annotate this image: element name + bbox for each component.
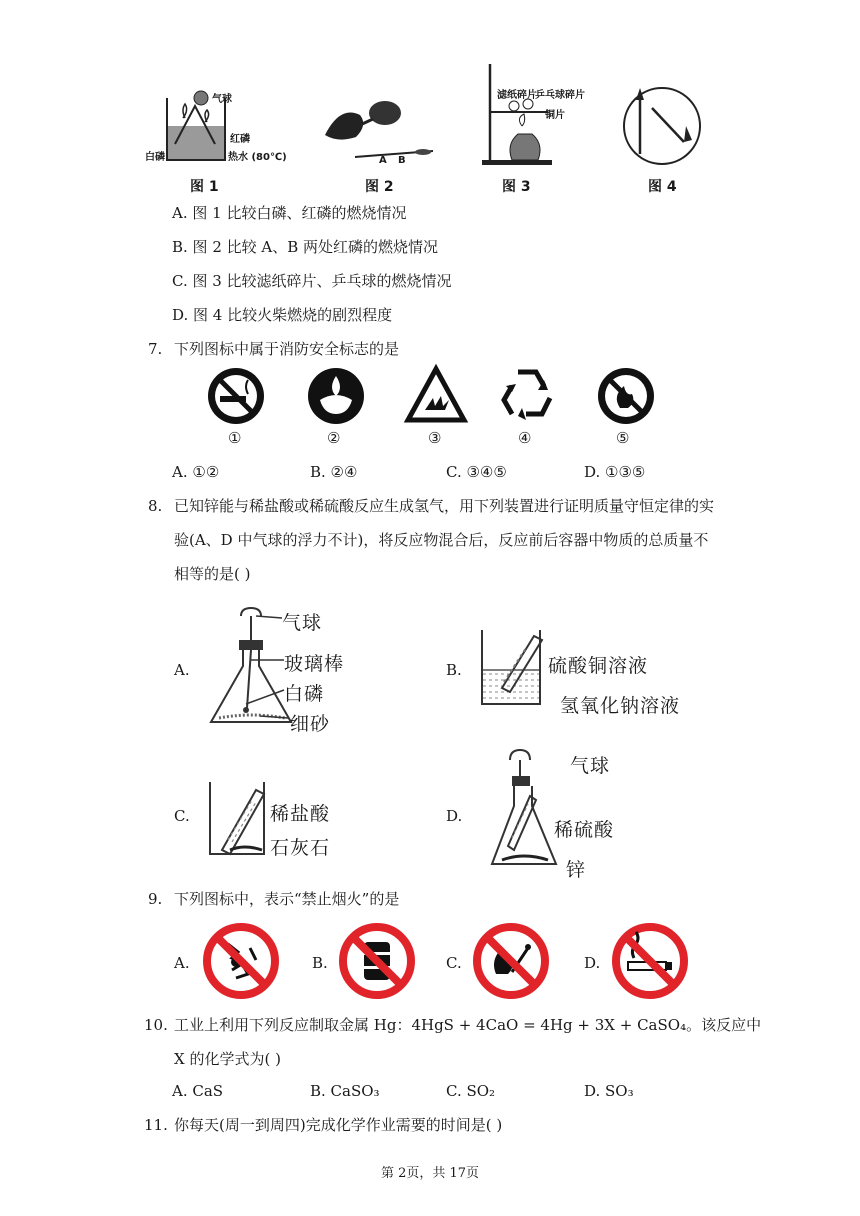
q7-icon-label-2: ② [327, 429, 341, 447]
q8-stem-line-3: 相等的是( ) [174, 565, 251, 583]
q7-icon-label-3: ③ [428, 429, 442, 447]
fig2-caption: 图 2 [365, 179, 394, 195]
q6-option-d: D. 图 4 比较火柴燃烧的剧烈程度 [172, 306, 393, 324]
fig1-label-water: 热水 (80℃) [228, 152, 287, 163]
q7-option-c: C. ③④⑤ [446, 463, 507, 481]
q6-option-b: B. 图 2 比较 A、B 两处红磷的燃烧情况 [172, 238, 439, 256]
q7-stem: 下列图标中属于消防安全标志的是 [174, 340, 400, 358]
q7-icon-label-4: ④ [518, 429, 532, 447]
fig1-caption: 图 1 [190, 179, 219, 195]
q8-d-label-balloon: 气球 [570, 755, 611, 777]
q8-d-label-zinc: 锌 [566, 859, 587, 881]
q10-option-a: A. CaS [172, 1082, 224, 1100]
q8-option-a-letter: A. [174, 661, 190, 679]
q10-number: 10. [144, 1016, 168, 1034]
q8-apparatus-b-beaker [476, 626, 546, 708]
q8-c-label-hcl: 稀盐酸 [270, 803, 331, 825]
q6-option-c: C. 图 3 比较滤纸碎片、乒乓球的燃烧情况 [172, 272, 452, 290]
q9-number: 9. [148, 890, 163, 908]
q9-option-a-letter: A. [174, 954, 190, 972]
q10-option-b: B. CaSO₃ [310, 1082, 380, 1100]
q9-option-b-letter: B. [312, 954, 328, 972]
fig3-caption: 图 3 [502, 179, 531, 195]
q8-option-c-letter: C. [174, 807, 190, 825]
q7-option-b: B. ②④ [310, 463, 358, 481]
page-footer: 第 2页，共 17页 [380, 1166, 480, 1181]
q9-sign-d-no-smoking [610, 922, 690, 1000]
q8-c-label-limestone: 石灰石 [270, 837, 331, 859]
fig3-label-pingpong: 乒乓球碎片 [535, 90, 585, 101]
q9-stem: 下列图标中，表示“禁止烟火”的是 [174, 890, 400, 908]
fig4-caption: 图 4 [648, 179, 677, 195]
q9-sign-c-no-fire [472, 922, 550, 1000]
fig3-label-paper: 滤纸碎片 [497, 90, 537, 101]
q8-b-label-cuso4: 硫酸铜溶液 [548, 655, 649, 677]
q7-icon-5-no-fire [596, 366, 656, 426]
q8-b-label-naoh: 氢氧化钠溶液 [560, 695, 681, 717]
fig1-label-white-p: 白磷 [145, 152, 165, 163]
q11-number: 11. [144, 1116, 168, 1134]
q8-option-b-letter: B. [446, 661, 462, 679]
q8-a-label-rod: 玻璃棒 [284, 653, 345, 675]
q7-icon-2-drop [306, 366, 366, 426]
q9-sign-a-no-fireworks [202, 922, 280, 1000]
q8-a-label-sand: 细砂 [290, 713, 331, 735]
fig3-label-copper: 铜片 [545, 110, 565, 121]
fig2-label-b: B [398, 155, 406, 166]
fig1-label-balloon: 气球 [212, 94, 232, 105]
fig2-label-a: A [379, 155, 387, 166]
q8-a-label-white-p: 白磷 [284, 683, 325, 705]
q10-option-c: C. SO₂ [446, 1082, 496, 1100]
q7-icon-4-recycle [496, 364, 558, 426]
fig4-matches-diagram [612, 84, 712, 168]
q7-icon-label-5: ⑤ [616, 429, 630, 447]
q9-option-c-letter: C. [446, 954, 462, 972]
fig3-stand-diagram [478, 64, 588, 168]
q7-icon-label-1: ① [228, 429, 242, 447]
q8-apparatus-d-flask [488, 748, 568, 872]
q10-stem-line-1: 工业上利用下列反应制取金属 Hg：4HgS + 4CaO = 4Hg + 3X + CaSO₄。该反应中 [174, 1016, 762, 1034]
q7-option-d: D. ①③⑤ [584, 463, 646, 481]
q7-icon-3-explosive [405, 366, 467, 424]
q6-option-a: A. 图 1 比较白磷、红磷的燃烧情况 [172, 204, 407, 222]
q11-stem: 你每天(周一到周四)完成化学作业需要的时间是( ) [174, 1116, 503, 1134]
q8-stem-line-2: 验(A、D 中气球的浮力不计)，将反应物混合后，反应前后容器中物质的总质量不 [174, 531, 709, 549]
fig1-label-red-p: 红磷 [230, 134, 250, 145]
q10-stem-line-2: X 的化学式为( ) [174, 1050, 281, 1068]
q10-option-d: D. SO₃ [584, 1082, 634, 1100]
q7-number: 7. [148, 340, 163, 358]
q7-icon-1-no-smoking [206, 366, 266, 426]
q9-option-d-letter: D. [584, 954, 601, 972]
q8-option-d-letter: D. [446, 807, 463, 825]
q9-sign-b-no-flammable [338, 922, 416, 1000]
q8-apparatus-c-beaker [204, 778, 270, 858]
q8-d-label-h2so4: 稀硫酸 [554, 819, 615, 841]
q8-a-leader-lines [250, 612, 290, 722]
q8-a-label-balloon: 气球 [282, 612, 323, 634]
q8-number: 8. [148, 497, 163, 515]
q7-option-a: A. ①② [172, 463, 220, 481]
q8-stem-line-1: 已知锌能与稀盐酸或稀硫酸反应生成氢气，用下列装置进行证明质量守恒定律的实 [174, 497, 715, 515]
